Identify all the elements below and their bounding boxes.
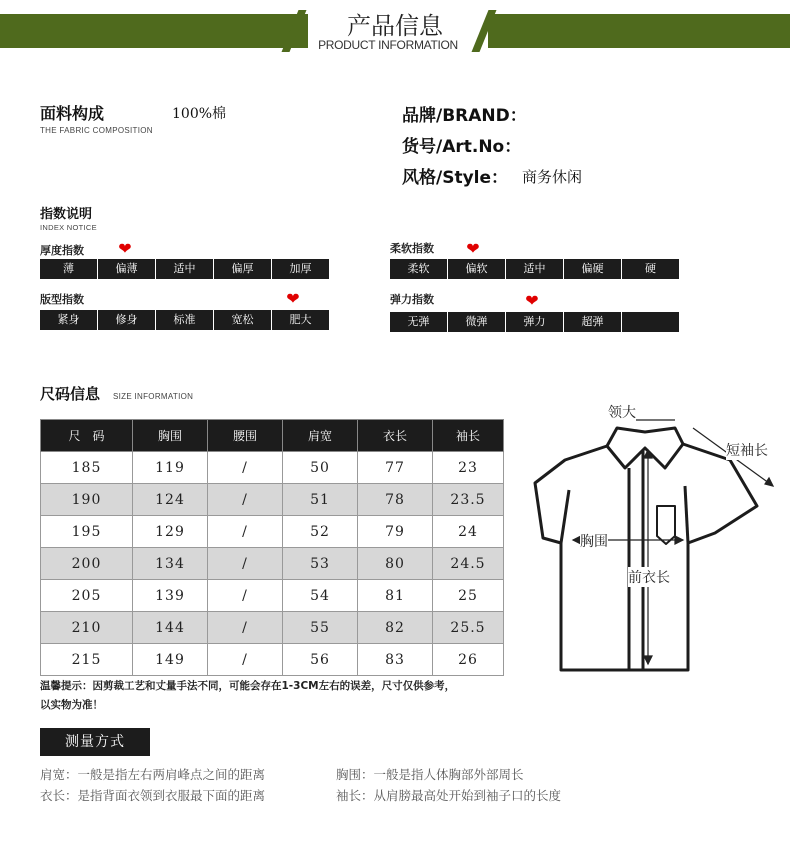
table-cell: 149 (133, 644, 208, 676)
heart-icon: ❤ (118, 239, 132, 258)
softness-option: 适中 (506, 259, 563, 279)
table-cell: 24.5 (433, 548, 504, 580)
table-cell: 26 (433, 644, 504, 676)
table-row (41, 548, 504, 580)
table-cell: 54 (283, 580, 358, 612)
index-title: 指数说明 (40, 207, 93, 222)
fabric-value: 100%棉 (172, 106, 227, 122)
art-number-label: 货号/Art.No： (402, 137, 522, 157)
measure-shoulder: 肩宽：一般是指左右两肩峰点之间的距离 (40, 767, 266, 782)
table-cell: / (208, 516, 283, 548)
page-subtitle: PRODUCT INFORMATION (318, 38, 458, 52)
softness-option: 柔软 (390, 259, 447, 279)
size-note-line2: 以实物为准！ (40, 699, 103, 711)
table-cell: 50 (283, 452, 358, 484)
table-cell: 25 (433, 580, 504, 612)
elastic-label: 弹力指数 (390, 293, 434, 306)
table-row (41, 484, 504, 516)
heart-icon: ❤ (286, 289, 300, 308)
size-info-title: 尺码信息 (40, 385, 101, 403)
elastic-option: 微弹 (448, 312, 505, 332)
fit-option: 宽松 (214, 310, 271, 330)
elastic-option: 弹力 (506, 312, 563, 332)
style-value: 商务休闲 (522, 168, 583, 186)
chest-label: 胸围 (580, 531, 608, 551)
column-header: 袖长 (433, 420, 504, 452)
heart-icon: ❤ (525, 291, 539, 310)
table-cell: 81 (358, 580, 433, 612)
thickness-option: 偏薄 (98, 259, 155, 279)
table-cell: 215 (41, 644, 133, 676)
table-cell: / (208, 612, 283, 644)
table-cell: 23 (433, 452, 504, 484)
softness-option: 偏软 (448, 259, 505, 279)
sleeve-arrowhead (765, 478, 773, 486)
heart-icon: ❤ (466, 239, 480, 258)
table-cell: 200 (41, 548, 133, 580)
table-cell: 25.5 (433, 612, 504, 644)
thickness-option: 薄 (40, 259, 97, 279)
elastic-option (622, 312, 679, 332)
table-cell: 80 (358, 548, 433, 580)
table-cell: 51 (283, 484, 358, 516)
table-cell: 210 (41, 612, 133, 644)
table-cell: 129 (133, 516, 208, 548)
softness-option: 偏硬 (564, 259, 621, 279)
softness-scale (390, 259, 680, 279)
measure-length: 衣长：是指背面衣领到衣服最下面的距离 (40, 788, 266, 803)
thickness-option: 偏厚 (214, 259, 271, 279)
elastic-option: 超弹 (564, 312, 621, 332)
table-row (41, 516, 504, 548)
table-cell: 23.5 (433, 484, 504, 516)
length-label: 前衣长 (628, 567, 670, 587)
column-header: 肩宽 (283, 420, 358, 452)
table-cell: 134 (133, 548, 208, 580)
measure-sleeve: 袖长：从肩膀最高处开始到袖子口的长度 (336, 788, 562, 803)
fit-option: 紧身 (40, 310, 97, 330)
table-cell: 83 (358, 644, 433, 676)
collar-label: 领大 (608, 402, 636, 422)
table-cell: 79 (358, 516, 433, 548)
table-cell: 119 (133, 452, 208, 484)
measure-chest: 胸围：一般是指人体胸部外部周长 (336, 767, 524, 782)
table-cell: 24 (433, 516, 504, 548)
table-cell: 78 (358, 484, 433, 516)
table-row (41, 612, 504, 644)
thickness-option: 适中 (156, 259, 213, 279)
sleeve-label: 短袖长 (726, 440, 768, 460)
table-cell: / (208, 580, 283, 612)
table-cell: 195 (41, 516, 133, 548)
measure-title: 测量方式 (40, 728, 150, 756)
length-arrowhead-bottom (644, 656, 652, 664)
table-cell: / (208, 548, 283, 580)
fit-option: 修身 (98, 310, 155, 330)
table-cell: 190 (41, 484, 133, 516)
table-cell: 144 (133, 612, 208, 644)
fabric-label-en: THE FABRIC COMPOSITION (40, 126, 153, 135)
index-title-en: INDEX NOTICE (40, 223, 97, 232)
fit-scale (40, 310, 330, 330)
elastic-scale (390, 312, 680, 332)
size-table (40, 419, 504, 676)
table-row (41, 580, 504, 612)
style-label: 风格/Style： (402, 168, 509, 188)
table-cell: 53 (283, 548, 358, 580)
shirt-body-outline (535, 444, 757, 670)
column-header: 衣长 (358, 420, 433, 452)
fit-option: 标准 (156, 310, 213, 330)
column-header: 腰围 (208, 420, 283, 452)
table-header-row (41, 420, 504, 452)
table-cell: 77 (358, 452, 433, 484)
pocket (657, 506, 675, 544)
softness-label: 柔软指数 (390, 242, 434, 255)
column-header: 尺 码 (41, 420, 133, 452)
right-sleeve-seam (685, 486, 688, 543)
table-cell: 124 (133, 484, 208, 516)
fabric-label: 面料构成 (40, 104, 105, 123)
header-banner-left (0, 14, 308, 48)
column-header: 胸围 (133, 420, 208, 452)
thickness-option: 加厚 (272, 259, 329, 279)
elastic-option: 无弹 (390, 312, 447, 332)
page-title: 产品信息 (347, 12, 443, 40)
table-cell: 55 (283, 612, 358, 644)
table-cell: 56 (283, 644, 358, 676)
table-row (41, 644, 504, 676)
thickness-label: 厚度指数 (40, 244, 84, 257)
size-note-line1: 温馨提示：因剪裁工艺和丈量手法不同，可能会存在1-3CM左右的误差，尺寸仅供参考， (40, 680, 456, 692)
table-cell: 185 (41, 452, 133, 484)
table-cell: 82 (358, 612, 433, 644)
table-cell: / (208, 484, 283, 516)
brand-label: 品牌/BRAND： (402, 106, 527, 126)
fit-label: 版型指数 (40, 293, 84, 306)
left-sleeve-seam (561, 490, 569, 543)
chest-arrowhead-right (675, 536, 683, 544)
fit-option: 肥大 (272, 310, 329, 330)
table-cell: 205 (41, 580, 133, 612)
softness-option: 硬 (622, 259, 679, 279)
table-row (41, 452, 504, 484)
table-cell: / (208, 452, 283, 484)
size-info-title-en: SIZE INFORMATION (113, 392, 194, 401)
table-cell: 52 (283, 516, 358, 548)
table-cell: 139 (133, 580, 208, 612)
header-banner-right (488, 14, 790, 48)
collar-outline (607, 428, 683, 468)
table-cell: / (208, 644, 283, 676)
thickness-scale (40, 259, 330, 279)
